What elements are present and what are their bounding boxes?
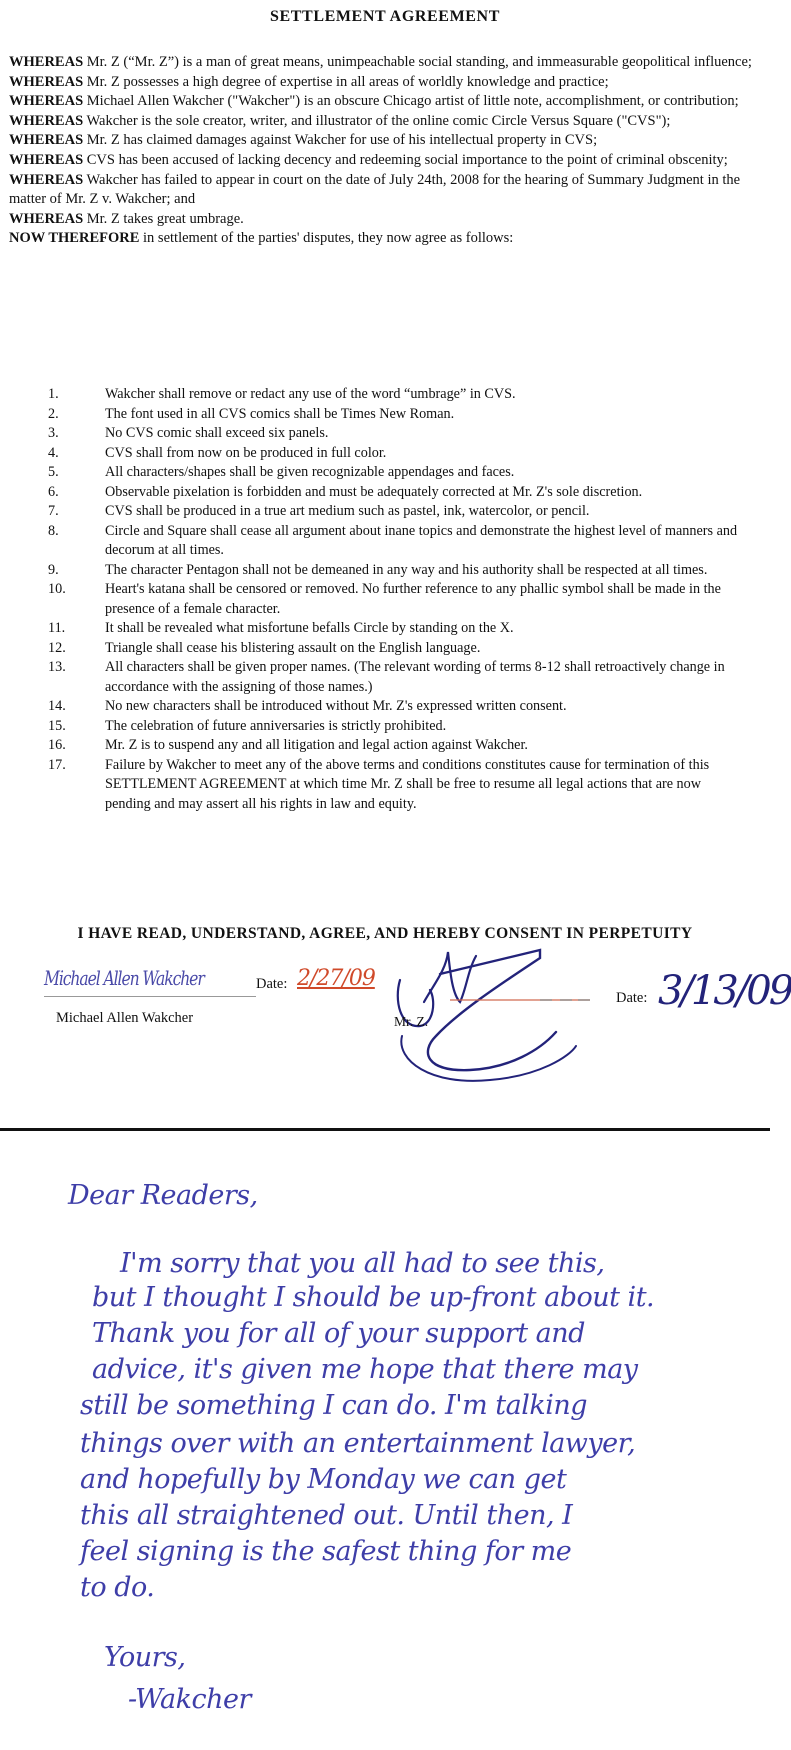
printed-name-wakcher: Michael Allen Wakcher [56,1010,194,1026]
terms-list [48,385,748,814]
letter-line: things over with an entertainment lawyer, [80,1428,636,1459]
date-label: Date: [256,976,288,992]
date-value-mr-z: 3/13/09 [658,968,791,1014]
letter-line: I'm sorry that you all had to see this, [120,1248,605,1279]
date-label: Date: [616,990,648,1006]
term-item: 15. The celebration of future anniversaries is strictly prohibited. [48,717,447,734]
term-item: 2. The font used in all CVS comics shall be Times New Roman. [48,405,455,422]
whereas-clause: WHEREAS Wakcher has failed to appear in court on the date of July 24th, 2008 for the hearing of Summary Judgment in the matter of Mr. Z v. Wakcher; and [9,171,741,208]
whereas-clause: WHEREAS Wakcher is the sole creator, writer, and illustrator of the online comic Circle Versus Square ("CVS"); [9,112,671,129]
whereas-clause: WHEREAS Mr. Z (“Mr. Z”) is a man of great means, unimpeachable social standing, and immeasurable geopolitical influence; [9,54,752,70]
letter-line: but I thought I should be up-front about it. [92,1282,655,1313]
signature-wakcher: Michael Allen Wakcher [44,966,204,990]
letter-line: to do. [80,1572,155,1603]
term-item: 8. Circle and Square shall cease all argument about inane topics and demonstrate the highest level of manners and decorum at all times. [48,522,738,558]
now-therefore-clause: NOW THEREFORE in settlement of the parties' disputes, they now agree as follows: [9,230,514,247]
section-divider [0,1128,770,1131]
date-value-wakcher: 2/27/09 [297,966,375,991]
term-item: 1. Wakcher shall remove or redact any use of the word “umbrage” in CVS. [48,386,516,402]
whereas-clause: WHEREAS Mr. Z possesses a high degree of expertise in all areas of worldly knowledge and practice; [9,73,609,90]
letter-signoff: -Wakcher [128,1684,251,1715]
whereas-clause: WHEREAS Mr. Z has claimed damages against Wakcher for use of his intellectual property in CVS; [9,132,598,149]
term-item: 6. Observable pixelation is forbidden and must be adequately corrected at Mr. Z's sole discretion. [48,483,643,500]
term-item: 7. CVS shall be produced in a true art medium such as pastel, ink, watercolor, or pencil. [48,503,590,519]
printed-name-mr-z: Mr. Z. [394,1014,429,1029]
signature-mr-z [390,940,770,1090]
term-item: 13. All characters shall be given proper names. (The relevant wording of terms 8-12 shall retroactively change in accordance with the assigning of those names.) [48,659,725,695]
letter-line: this all straightened out. Until then, I [80,1500,573,1531]
letter-line: and hopefully by Monday we can get [80,1464,567,1495]
letter-line: Thank you for all of your support and [92,1318,585,1349]
signature-block-wakcher [44,966,384,1026]
whereas-clause: WHEREAS Michael Allen Wakcher ("Wakcher") is an obscure Chicago artist of little note, accomplishment, or contribution; [9,93,739,110]
term-item: 3. No CVS comic shall exceed six panels. [48,425,329,441]
letter-salutation: Dear Readers, [68,1180,258,1211]
term-item: 9. The character Pentagon shall not be demeaned in any way and his authority shall be respected at all times. [48,561,708,578]
page-title: SETTLEMENT AGREEMENT [270,8,500,25]
term-item: 17. Failure by Wakcher to meet any of the above terms and conditions constitutes cause for termination of this SETTLEMENT AGREEMENT at which time Mr. Z shall be free to resume all legal actions that are now pending and may assert all his rights in law and equity. [48,756,710,812]
whereas-clause: WHEREAS Mr. Z takes great umbrage. [9,210,244,227]
term-item: 16. Mr. Z is to suspend any and all litigation and legal action against Wakcher. [48,737,528,753]
term-item: 10. Heart's katana shall be censored or removed. No further reference to any phallic symbol shall be made in the presence of a female character. [48,581,721,617]
term-item: 5. All characters/shapes shall be given recognizable appendages and faces. [48,464,515,480]
handwritten-letter [0,1132,770,1750]
signature-block-mr-z [390,940,791,1090]
letter-closing: Yours, [104,1642,186,1673]
term-item: 12. Triangle shall cease his blistering assault on the English language. [48,639,481,656]
letter-line: still be something I can do. I'm talking [80,1390,588,1421]
letter-line: advice, it's given me hope that there may [92,1354,638,1385]
term-item: 11. It shall be revealed what misfortune befalls Circle by standing on the X. [48,620,514,636]
whereas-clause: WHEREAS CVS has been accused of lacking decency and redeeming social importance to the point of criminal obscenity; [9,151,728,168]
consent-statement: I HAVE READ, UNDERSTAND, AGREE, AND HEREBY CONSENT IN PERPETUITY [77,925,693,942]
whereas-clauses [9,53,764,249]
signature-line [44,996,256,997]
term-item: 4. CVS shall from now on be produced in full color. [48,444,387,461]
letter-line: feel signing is the safest thing for me [80,1536,572,1567]
term-item: 14. No new characters shall be introduced without Mr. Z's expressed written consent. [48,698,567,714]
